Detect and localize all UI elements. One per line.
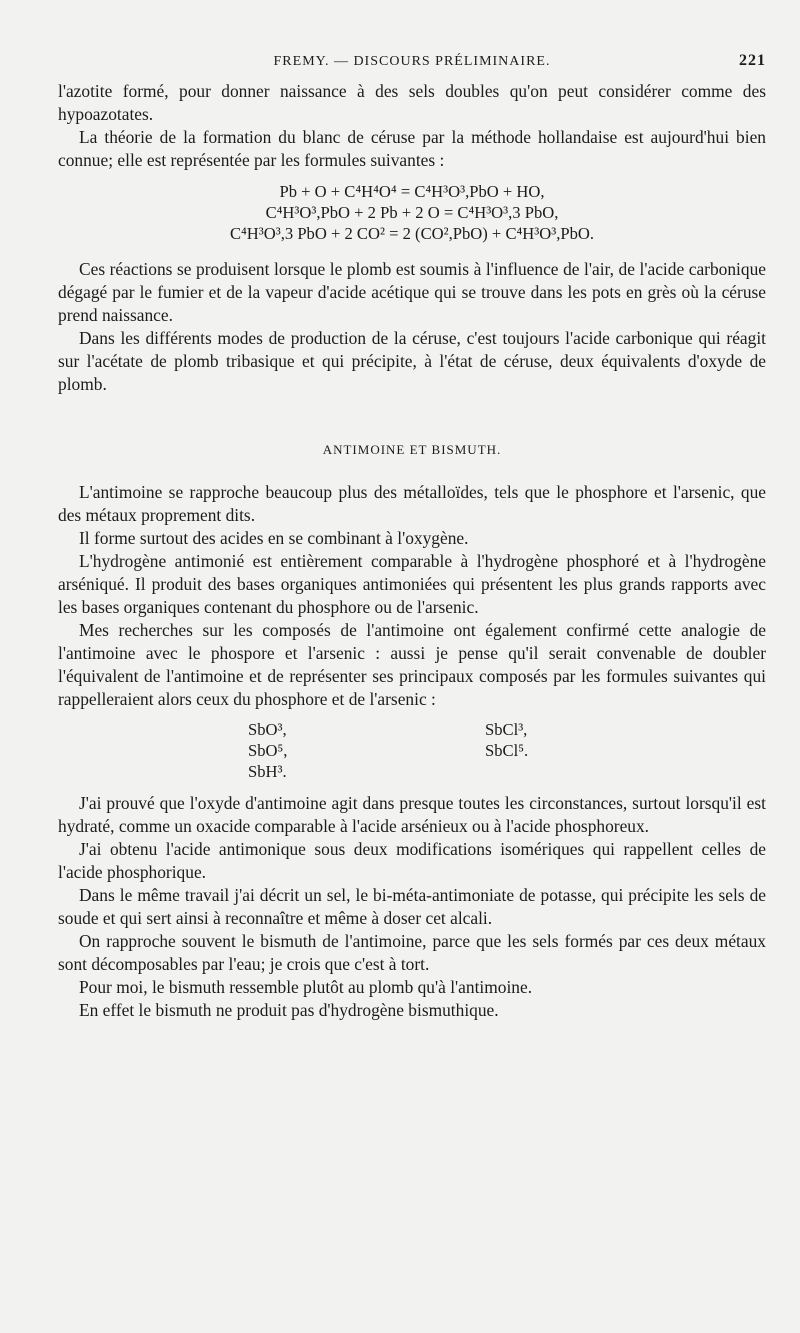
compound-formulas [58, 715, 766, 789]
paragraph: l'azotite formé, pour donner naissance à des sels doubles qu'on peut considérer comme des hypoazotates. [58, 81, 766, 124]
page-header [58, 54, 766, 76]
paragraph: L'antimoine se rapproche beaucoup plus des métalloïdes, tels que le phosphore et l'arsenic, que des métaux proprement dits. [58, 482, 766, 525]
paragraph: Pour moi, le bismuth ressemble plutôt au plomb qu'à l'antimoine. [79, 977, 533, 997]
compound-formula: SbCl³, [485, 720, 528, 739]
paragraph: L'hydrogène antimonié est entièrement comparable à l'hydrogène phosphoré et à l'hydrogène arséniqué. Il produit des bases organiques antimoniées qui présentent les plus grands rapports avec les bases organiques contenant du phosphore ou de l'arsenic. [58, 551, 766, 617]
paragraph: On rapproche souvent le bismuth de l'antimoine, parce que les sels formés par ces deux métaux sont décomposables par l'eau; je crois que c'est à tort. [58, 931, 766, 974]
compound-formula: SbO³, [248, 720, 287, 739]
compound-formula: SbH³. [248, 762, 287, 781]
page-body [58, 80, 766, 1022]
paragraph: Dans le même travail j'ai décrit un sel, le bi-méta-antimoniate de potasse, qui précipite les sels de soude et qui sert ainsi à reconnaître et même à doser cet alcali. [58, 885, 766, 928]
paragraph: Ces réactions se produisent lorsque le plomb est soumis à l'influence de l'air, de l'acide carbonique dégagé par le fumier et de la vapeur d'acide acétique qui se trouve dans les pots en grès où la céruse prend naissance. [58, 259, 766, 325]
paragraph: En effet le bismuth ne produit pas d'hydrogène bismuthique. [79, 1000, 499, 1020]
page-number: 221 [739, 52, 766, 69]
paragraph: J'ai prouvé que l'oxyde d'antimoine agit dans presque toutes les circonstances, surtout lorsqu'il est hydraté, comme un oxacide comparable à l'acide arsénieux ou à l'acide phosphoreux. [58, 793, 766, 836]
section-heading: ANTIMOINE ET BISMUTH. [322, 442, 502, 457]
formula-line: Pb + O + C⁴H⁴O⁴ = C⁴H³O³,PbO + HO, [279, 182, 545, 201]
formula-block [58, 181, 766, 244]
running-title: FREMY. — DISCOURS PRÉLIMINAIRE. [273, 54, 551, 69]
formula-line: C⁴H³O³,PbO + 2 Pb + 2 O = C⁴H³O³,3 PbO, [265, 203, 559, 222]
paragraph: Il forme surtout des acides en se combinant à l'oxygène. [79, 528, 469, 548]
formula-line: C⁴H³O³,3 PbO + 2 CO² = 2 (CO²,PbO) + C⁴H³O³,PbO. [229, 224, 595, 243]
compound-formula: SbO⁵, [248, 741, 288, 760]
paragraph: Dans les différents modes de production de la céruse, c'est toujours l'acide carbonique qui réagit sur l'acétate de plomb tribasique et qui précipite, à l'état de céruse, deux équivalents d'oxyde de plomb. [58, 328, 766, 394]
compound-formula: SbCl⁵. [485, 741, 529, 760]
paragraph: Mes recherches sur les composés de l'antimoine ont également confirmé cette analogie de l'antimoine avec le phospore et l'arsenic : aussi je pense qu'il serait convenable de doubler l'équivalent de l'antimoine et de représenter ses principaux composés par les formules suivantes qui rappelleraient alors ceux du phosphore et de l'arsenic : [58, 620, 766, 709]
paragraph: La théorie de la formation du blanc de céruse par la méthode hollandaise est aujourd'hui bien connue; elle est représentée par les formules suivantes : [58, 127, 766, 170]
paragraph: J'ai obtenu l'acide antimonique sous deux modifications isomériques qui rappellent celles de l'acide phosphorique. [58, 839, 766, 882]
